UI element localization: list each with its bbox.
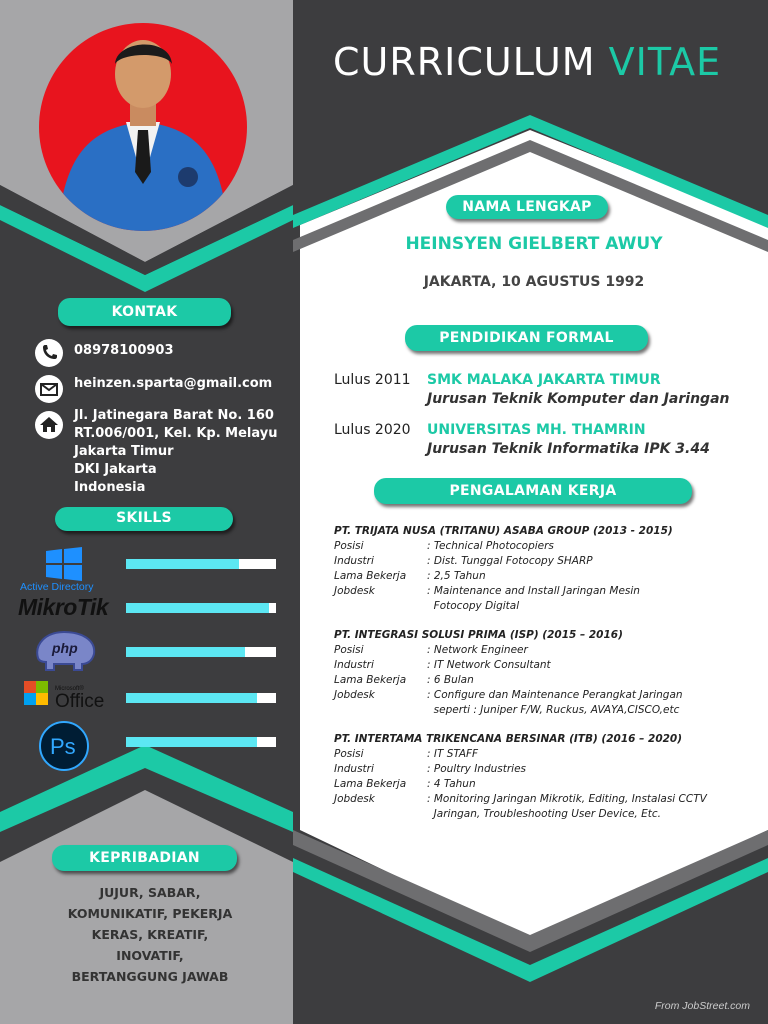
education-year: Lulus 2011 <box>334 372 411 388</box>
personality-section-label: KEPRIBADIAN <box>52 845 237 871</box>
job-detail-key: Jobdesk <box>334 689 375 701</box>
job-detail-key: Industri <box>334 763 374 775</box>
job-detail-value: : Network Engineer <box>427 644 528 656</box>
job-detail-row <box>334 792 754 807</box>
job-detail-row <box>334 807 754 822</box>
job-detail-key: Posisi <box>334 748 364 760</box>
photoshop-logo <box>37 721 91 771</box>
personality-line: JUJUR, SABAR, <box>99 885 201 900</box>
education-school: SMK MALAKA JAKARTA TIMUR <box>427 372 661 388</box>
job-detail-row <box>334 643 754 658</box>
job-detail-row <box>334 539 754 554</box>
address-line: RT.006/001, Kel. Kp. Melayu <box>74 426 278 441</box>
job-detail-key: Posisi <box>334 644 364 656</box>
job-detail-row <box>334 569 754 584</box>
phone-icon <box>35 339 63 367</box>
job-detail-row <box>334 703 754 718</box>
job-detail-key: Lama Bekerja <box>334 674 407 686</box>
php-elephant-logo <box>30 628 100 672</box>
job-detail-value: : 2,5 Tahun <box>427 570 486 582</box>
personality-line: INOVATIF, <box>116 948 184 963</box>
address-line: Indonesia <box>74 480 146 495</box>
job-detail-value: Fotocopy Digital <box>427 600 520 612</box>
job-detail-key: Lama Bekerja <box>334 778 407 790</box>
job-detail-value: : 6 Bulan <box>427 674 474 686</box>
job-company: PT. TRIJATA NUSA (TRITANU) ASABA GROUP (2013 - 2015) <box>334 525 673 537</box>
job-entry <box>334 524 754 614</box>
job-detail-value: : Technical Photocopiers <box>427 540 554 552</box>
skill-bar-fill <box>126 737 257 747</box>
address-line: Jakarta Timur <box>74 444 174 459</box>
skill-name: php <box>52 640 78 656</box>
skill-bar <box>126 647 276 657</box>
education-year: Lulus 2020 <box>334 422 411 438</box>
job-detail-row <box>334 762 754 777</box>
job-company: PT. INTERTAMA TRIKENCANA BERSINAR (ITB) (2016 – 2020) <box>334 733 683 745</box>
job-detail-key: Industri <box>334 659 374 671</box>
job-detail-value: : Maintenance and Install Jaringan Mesin <box>427 585 640 597</box>
birth-place-date: JAKARTA, 10 AGUSTUS 1992 <box>423 274 645 290</box>
job-detail-value: : Dist. Tunggal Fotocopy SHARP <box>427 555 593 567</box>
education-major: Jurusan Teknik Informatika IPK 3.44 <box>427 441 710 457</box>
job-detail-value: : Poultry Industries <box>427 763 527 775</box>
skill-bar <box>126 603 276 613</box>
skill-bar <box>126 737 276 747</box>
job-detail-value: : 4 Tahun <box>427 778 476 790</box>
job-detail-key: Jobdesk <box>334 793 375 805</box>
education-school: UNIVERSITAS MH. THAMRIN <box>427 422 646 438</box>
skill-bar-fill <box>126 647 245 657</box>
contact-email: heinzen.sparta@gmail.com <box>74 376 273 391</box>
windows-active-directory-logo <box>18 545 108 593</box>
footer-source: From JobStreet.com <box>654 1000 750 1012</box>
experience-section-label: PENGALAMAN KERJA <box>374 478 692 504</box>
office-label: Office <box>55 691 105 712</box>
skill-bar <box>126 559 276 569</box>
job-detail-row <box>334 584 754 599</box>
job-detail-value: : IT STAFF <box>427 748 479 760</box>
job-detail-row <box>334 658 754 673</box>
personality-list <box>40 882 260 987</box>
job-detail-row <box>334 599 754 614</box>
job-detail-key <box>334 807 427 822</box>
job-detail-key <box>334 703 427 718</box>
job-detail-value: seperti : Juniper F/W, Ruckus, AVAYA,CISCO,etc <box>427 704 680 716</box>
skill-name: Ps <box>50 734 76 759</box>
skill-name: Active Directory <box>20 581 94 593</box>
contact-phone: 08978100903 <box>74 343 174 358</box>
job-detail-row <box>334 777 754 792</box>
job-detail-key: Jobdesk <box>334 585 375 597</box>
profile-photo <box>38 22 248 232</box>
full-name: HEINSYEN GIELBERT AWUY <box>405 234 663 254</box>
education-section-label: PENDIDIKAN FORMAL <box>405 325 648 351</box>
contact-section-label: KONTAK <box>58 298 231 326</box>
job-detail-row <box>334 673 754 688</box>
skill-bar <box>126 693 276 703</box>
job-detail-row <box>334 747 754 762</box>
job-detail-value: : Configure dan Maintenance Perangkat Jaringan <box>427 689 683 701</box>
address-line: Jl. Jatinegara Barat No. 160 <box>74 408 274 423</box>
education-major: Jurusan Teknik Komputer dan Jaringan <box>427 391 730 407</box>
personality-line: KOMUNIKATIF, PEKERJA <box>67 906 233 921</box>
address-line: DKI Jakarta <box>74 462 157 477</box>
job-detail-key: Industri <box>334 555 374 567</box>
skill-bar-fill <box>126 603 269 613</box>
name-section-label: NAMA LENGKAP <box>446 195 608 219</box>
job-detail-key: Lama Bekerja <box>334 570 407 582</box>
page-title: CURRICULUM VITAE <box>333 40 722 84</box>
job-detail-key: Posisi <box>334 540 364 552</box>
job-detail-row <box>334 688 754 703</box>
job-company: PT. INTEGRASI SOLUSI PRIMA (ISP) (2015 – 2016) <box>334 629 623 641</box>
job-detail-key <box>334 599 427 614</box>
home-icon <box>35 411 63 439</box>
personality-line: KERAS, KREATIF, <box>91 927 209 942</box>
skill-bar-fill <box>126 559 239 569</box>
ms-office-logo <box>22 677 114 713</box>
skill-bar-fill <box>126 693 257 703</box>
job-detail-value: Jaringan, Troubleshooting User Device, Etc. <box>427 808 661 820</box>
skills-section-label: SKILLS <box>55 507 233 531</box>
mikrotik-logo: MikroTik <box>18 594 109 620</box>
office-small-label: Microsoft® <box>55 686 84 692</box>
job-entry <box>334 732 754 822</box>
job-detail-value: : IT Network Consultant <box>427 659 551 671</box>
contact-address <box>74 407 277 497</box>
job-entry <box>334 628 754 718</box>
email-icon <box>35 375 63 403</box>
job-detail-value: : Monitoring Jaringan Mikrotik, Editing, Instalasi CCTV <box>427 793 707 805</box>
job-detail-row <box>334 554 754 569</box>
personality-line: BERTANGGUNG JAWAB <box>71 969 229 984</box>
